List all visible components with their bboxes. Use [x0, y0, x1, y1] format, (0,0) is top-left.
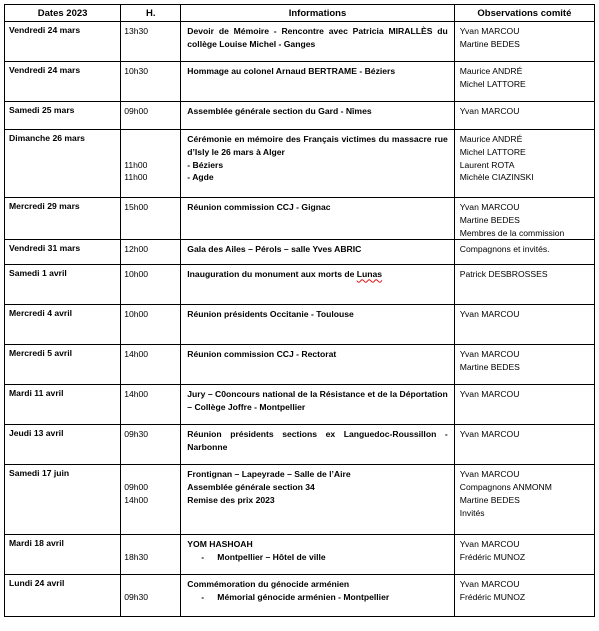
info-line: [187, 308, 447, 321]
observations-cell: [454, 575, 594, 617]
table-row: [5, 465, 595, 535]
info-text: Hommage au colonel Arnaud BERTRAME - Béziers: [187, 66, 396, 76]
hour-cell: [121, 22, 181, 62]
info-text: Assemblée générale section 34: [187, 482, 315, 493]
info-cell: [181, 345, 454, 385]
table-body: [5, 22, 595, 617]
info-cell: [181, 130, 454, 198]
observation-line: Yvan MARCOU: [459, 106, 520, 116]
observations-cell: [454, 425, 594, 465]
observations-cell: [454, 130, 594, 198]
info-text: Narbonne: [187, 442, 228, 453]
info-line: [187, 578, 447, 591]
hour-line: 09h00: [124, 482, 149, 493]
hour-line: 10h00: [124, 309, 149, 320]
info-text: Réunion présidents sections ex Languedoc-Roussillon -: [187, 429, 448, 440]
observation-line: Maurice ANDRÉ: [459, 134, 523, 144]
hour-line: 10h00: [124, 269, 149, 280]
agenda-table: [4, 4, 595, 617]
observation-line: Yvan MARCOU: [459, 539, 520, 550]
info-text: Remise des prix 2023: [187, 494, 275, 505]
observations-cell: [454, 22, 594, 62]
observation-line: Laurent ROTA: [459, 159, 515, 170]
info-cell: [181, 240, 454, 265]
table-row: [5, 535, 595, 575]
date-cell: Mardi 18 avril: [5, 535, 121, 575]
hour-line: [124, 578, 180, 591]
info-line: [187, 551, 447, 564]
info-cell: [181, 198, 454, 240]
hour-line: [124, 133, 180, 146]
date-cell: Samedi 17 juin: [5, 465, 121, 535]
table-row: [5, 385, 595, 425]
observations-cell: [454, 305, 594, 345]
observation-line: Michel LATTORE: [459, 146, 526, 157]
info-text: Montpellier – Hôtel de ville: [217, 552, 326, 563]
hour-line: 09h30: [124, 429, 149, 440]
observations-cell: [454, 265, 594, 305]
observations-cell: [454, 345, 594, 385]
hour-cell: [121, 198, 181, 240]
observation-line: Yvan MARCOU: [459, 469, 520, 480]
date-cell: Mardi 11 avril: [5, 385, 121, 425]
observation-line: Yvan MARCOU: [459, 26, 520, 36]
hour-line: [124, 538, 180, 551]
hour-line: [124, 146, 180, 159]
hour-cell: [121, 62, 181, 102]
hour-cell: [121, 240, 181, 265]
hour-cell: [121, 385, 181, 425]
info-text: Jury – C0oncours national de la Résistance et de la Déportation: [187, 389, 448, 400]
observation-line: Compagnons ANMONM: [459, 482, 552, 493]
info-text: YOM HASHOAH: [187, 539, 253, 550]
info-text: Commémoration du génocide arménien: [187, 579, 350, 590]
hour-cell: [121, 305, 181, 345]
bullet-dash: -: [201, 592, 205, 603]
table-row: [5, 575, 595, 617]
info-line: [187, 441, 447, 454]
bullet-dash: -: [201, 552, 205, 563]
info-text: - Agde: [187, 172, 214, 183]
info-line: [187, 538, 447, 551]
info-text: Frontignan – Lapeyrade – Salle de l’Aire: [187, 469, 351, 480]
info-line: [187, 201, 447, 214]
observations-cell: [454, 198, 594, 240]
info-cell: [181, 22, 454, 62]
observation-line: Martine BEDES: [459, 494, 520, 505]
info-text: Mémorial génocide arménien - Montpellier: [217, 592, 390, 603]
table-row: [5, 240, 595, 265]
date-cell: Vendredi 24 mars: [5, 22, 121, 62]
info-line: [187, 159, 447, 172]
info-line: [187, 171, 447, 184]
header-hour: H.: [121, 5, 181, 22]
hour-line: 09h00: [124, 106, 149, 116]
info-cell: [181, 425, 454, 465]
observations-cell: [454, 62, 594, 102]
info-line: [187, 268, 447, 281]
info-cell: [181, 385, 454, 425]
info-cell: [181, 465, 454, 535]
info-line: [187, 38, 447, 51]
hour-cell: [121, 102, 181, 130]
spellcheck-word: Lunas: [356, 269, 383, 280]
info-cell: [181, 535, 454, 575]
info-line: [187, 494, 447, 507]
hour-cell: [121, 265, 181, 305]
hour-line: 15h00: [124, 202, 149, 212]
observation-line: Membres de la commission: [459, 227, 565, 238]
info-cell: [181, 575, 454, 617]
header-informations: Informations: [181, 5, 454, 22]
date-cell: Mercredi 5 avril: [5, 345, 121, 385]
hour-line: 10h30: [124, 66, 149, 76]
date-cell: Jeudi 13 avril: [5, 425, 121, 465]
info-line: [187, 401, 447, 414]
table-row: [5, 265, 595, 305]
table-row: [5, 102, 595, 130]
info-text: d’Isly le 26 mars à Alger: [187, 146, 285, 157]
hour-line: 11h00: [124, 159, 148, 170]
info-line: [187, 105, 447, 118]
observation-line: Yvan MARCOU: [459, 389, 520, 400]
hour-line: 13h30: [124, 26, 149, 36]
hour-cell: [121, 575, 181, 617]
observation-line: Invités: [459, 507, 485, 518]
hour-cell: [121, 130, 181, 198]
info-cell: [181, 62, 454, 102]
observation-line: Martine BEDES: [459, 38, 520, 49]
observations-cell: [454, 240, 594, 265]
observations-cell: [454, 102, 594, 130]
info-line: [187, 65, 447, 78]
observation-line: Compagnons et invités.: [459, 244, 550, 255]
table-row: [5, 425, 595, 465]
observation-line: Yvan MARCOU: [459, 579, 520, 590]
info-line: [187, 348, 447, 361]
table-row: [5, 305, 595, 345]
observation-line: Michèle CIAZINSKI: [459, 172, 534, 183]
info-cell: [181, 102, 454, 130]
header-row: [5, 5, 595, 22]
hour-line: 14h00: [124, 389, 149, 400]
date-cell: Vendredi 31 mars: [5, 240, 121, 265]
info-text: Réunion présidents Occitanie - Toulouse: [187, 309, 354, 320]
info-text: Assemblée générale section du Gard - Nîmes: [187, 106, 372, 116]
info-text: Inauguration du monument aux morts de: [187, 269, 357, 280]
observations-cell: [454, 465, 594, 535]
info-text: - Béziers: [187, 159, 224, 170]
table-row: [5, 130, 595, 198]
observation-line: Patrick DESBROSSES: [459, 269, 548, 280]
info-text: Réunion commission CCJ - Rectorat: [187, 349, 337, 360]
info-line: [187, 25, 447, 38]
info-line: [187, 388, 447, 401]
info-line: [187, 133, 447, 146]
date-cell: Vendredi 24 mars: [5, 62, 121, 102]
hour-line: 14h00: [124, 349, 149, 360]
observation-line: Yvan MARCOU: [459, 349, 520, 360]
info-cell: [181, 265, 454, 305]
observation-line: Frédéric MUNOZ: [459, 592, 526, 603]
observations-cell: [454, 385, 594, 425]
observations-cell: [454, 535, 594, 575]
hour-line: 18h30: [124, 552, 149, 563]
observation-line: Martine BEDES: [459, 362, 520, 373]
info-text: Cérémonie en mémoire des Français victimes du massacre rue: [187, 134, 448, 144]
table-row: [5, 198, 595, 240]
observation-line: Michel LATTORE: [459, 78, 526, 89]
table-row: [5, 345, 595, 385]
date-cell: Mercredi 4 avril: [5, 305, 121, 345]
date-cell: Samedi 25 mars: [5, 102, 121, 130]
header-observations: Observations comité: [454, 5, 594, 22]
date-cell: Dimanche 26 mars: [5, 130, 121, 198]
date-cell: Lundi 24 avril: [5, 575, 121, 617]
info-cell: [181, 305, 454, 345]
info-text: Réunion commission CCJ - Gignac: [187, 202, 331, 212]
info-line: [187, 481, 447, 494]
observation-line: Martine BEDES: [459, 214, 520, 225]
info-line: [187, 428, 447, 441]
table-row: [5, 62, 595, 102]
hour-line: 14h00: [124, 494, 149, 505]
info-text: collège Louise Michel - Ganges: [187, 38, 316, 49]
info-line: [187, 146, 447, 159]
date-cell: Mercredi 29 mars: [5, 198, 121, 240]
hour-cell: [121, 345, 181, 385]
date-cell: Samedi 1 avril: [5, 265, 121, 305]
info-text: Gala des Ailes – Pérols – salle Yves ABRIC: [187, 244, 362, 255]
hour-line: 09h30: [124, 592, 149, 603]
info-line: [187, 591, 447, 604]
hour-cell: [121, 535, 181, 575]
hour-cell: [121, 425, 181, 465]
observation-line: Maurice ANDRÉ: [459, 66, 523, 76]
hour-cell: [121, 465, 181, 535]
info-line: [187, 243, 447, 256]
hour-line: 12h00: [124, 244, 149, 255]
info-text: Devoir de Mémoire - Rencontre avec Patricia MIRALLÈS du: [187, 26, 448, 36]
header-dates: Dates 2023: [5, 5, 121, 22]
observation-line: Yvan MARCOU: [459, 202, 520, 212]
table-row: [5, 22, 595, 62]
info-text: – Collège Joffre - Montpellier: [187, 402, 306, 413]
observation-line: Yvan MARCOU: [459, 309, 520, 320]
observation-line: Frédéric MUNOZ: [459, 552, 526, 563]
info-line: [187, 468, 447, 481]
observation-line: Yvan MARCOU: [459, 429, 520, 440]
hour-line: 11h00: [124, 172, 148, 183]
hour-line: [124, 468, 180, 481]
